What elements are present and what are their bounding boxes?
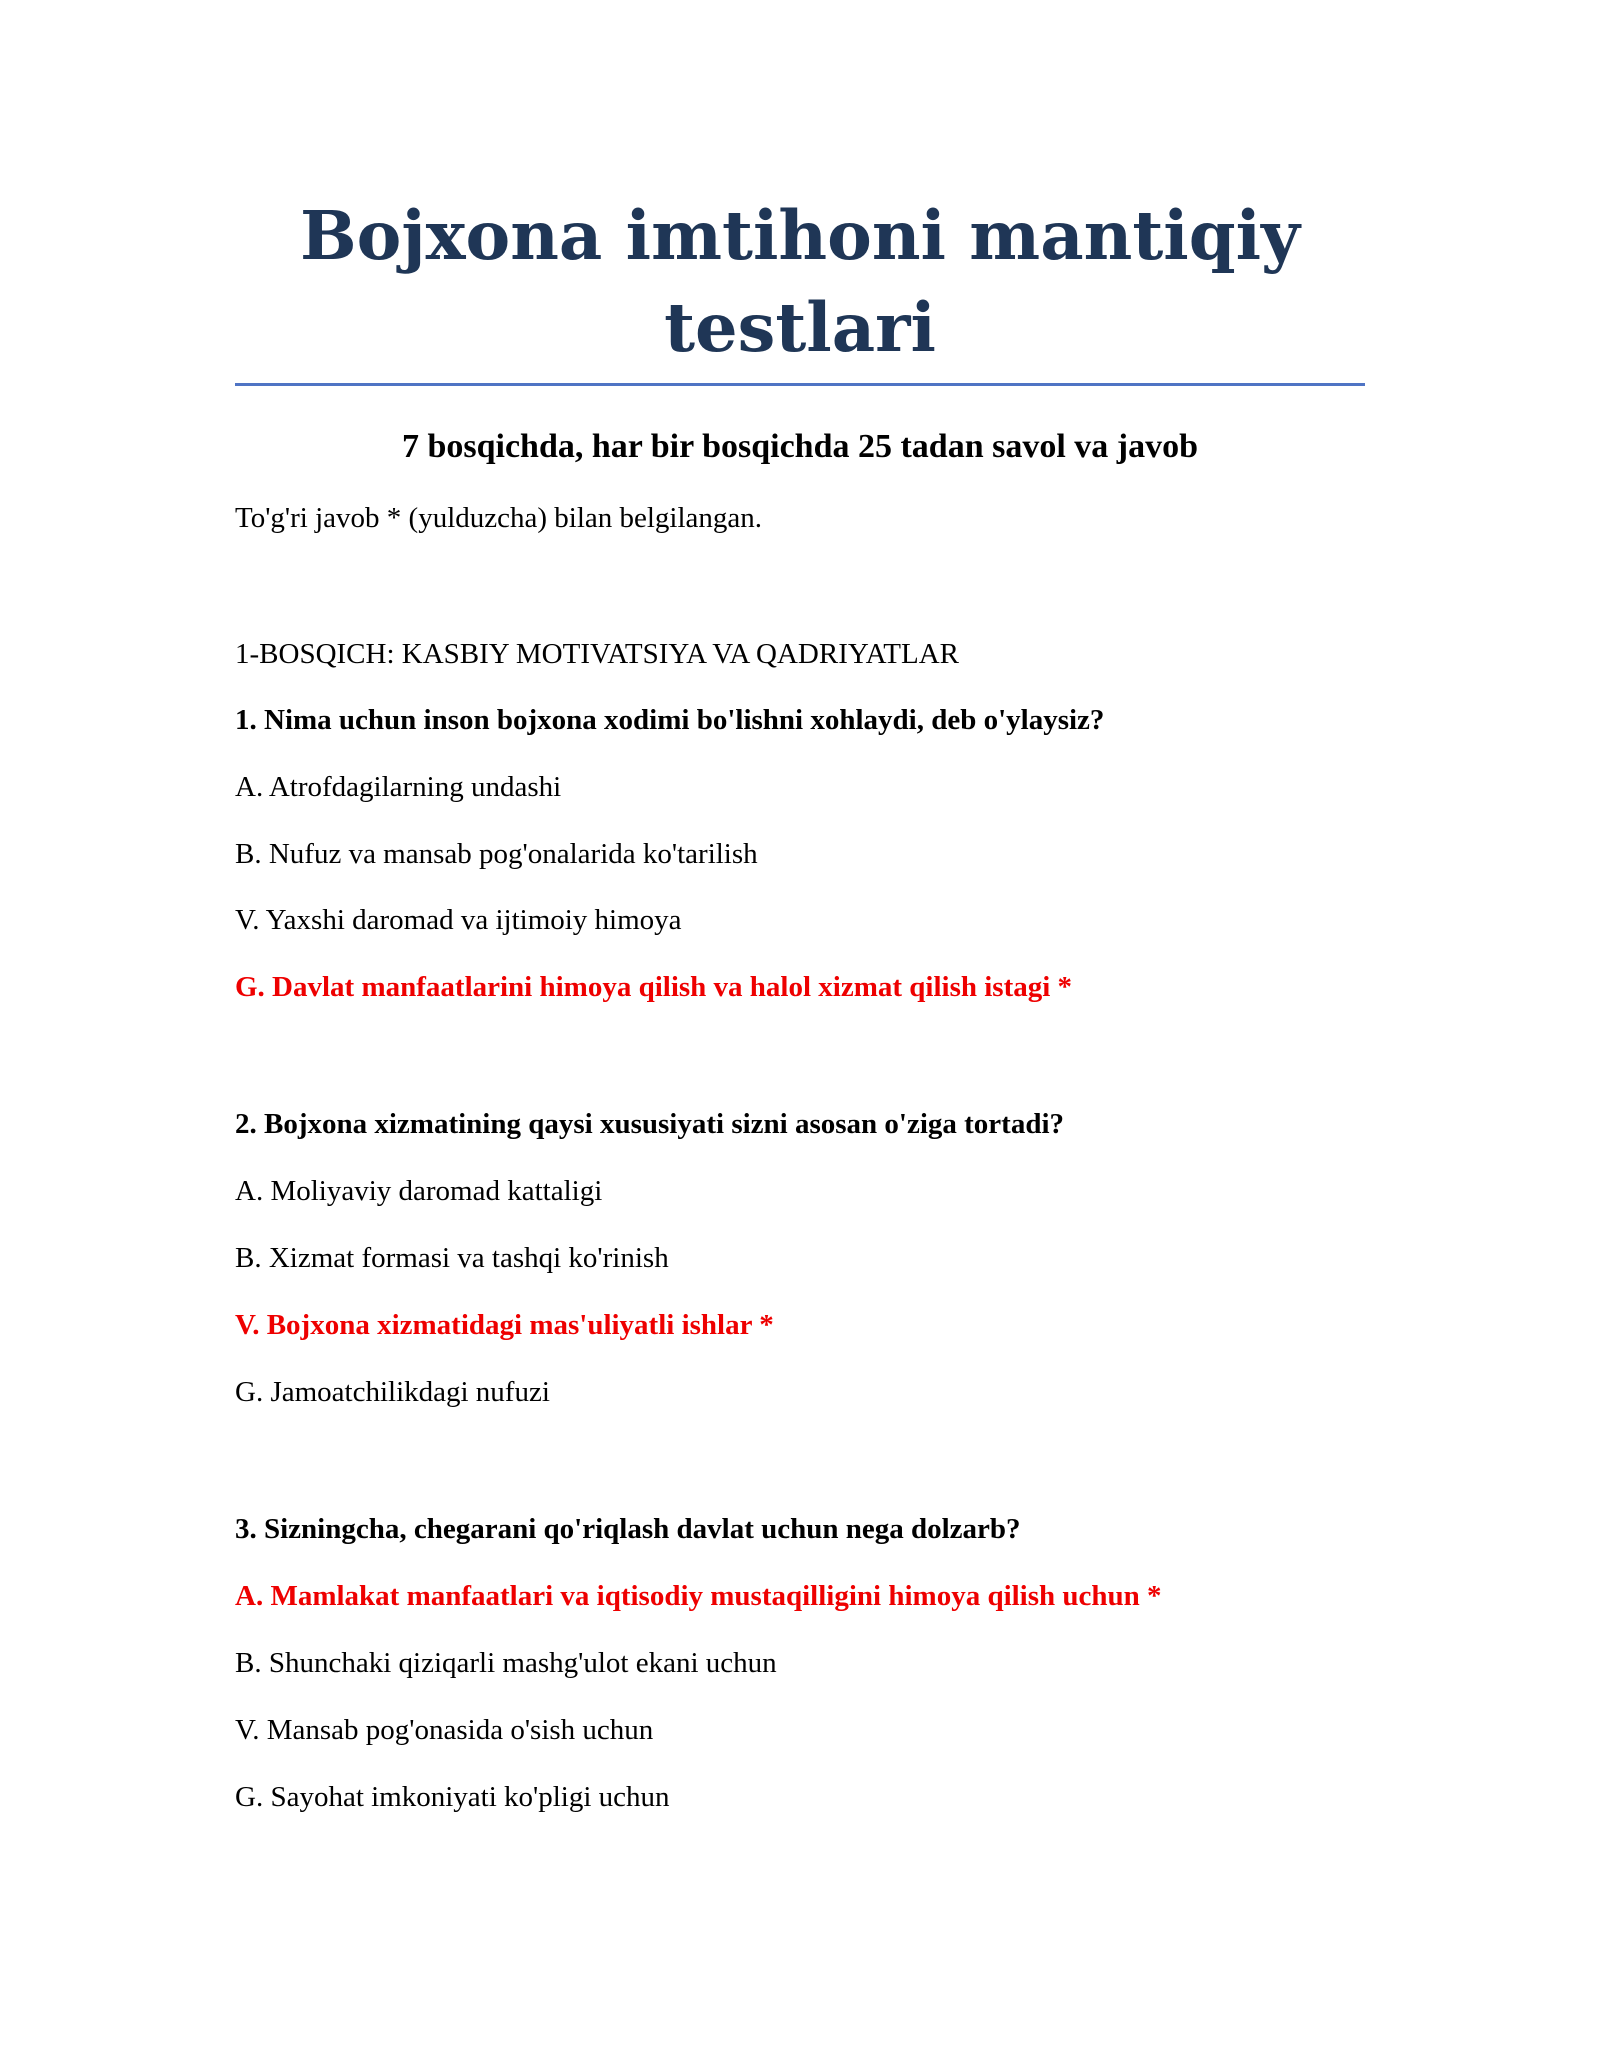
page-title-line-2: testlari [664, 288, 936, 367]
subtitle: 7 bosqichda, har bir bosqichda 25 tadan savol va javob [401, 428, 1199, 465]
question-1-option-b: B. Nufuz va mansab pog'onalarida ko'tarilish [235, 838, 758, 870]
question-3-option-g: G. Sayohat imkoniyati ko'pligi uchun [235, 1781, 670, 1813]
question-2-option-g: G. Jamoatchilikdagi nufuzi [235, 1376, 550, 1408]
question-1-option-g-correct: G. Davlat manfaatlarini himoya qilish va halol xizmat qilish istagi * [235, 971, 1073, 1003]
question-3-option-a-correct: A. Mamlakat manfaatlari va iqtisodiy mustaqilligini himoya qilish uchun * [235, 1580, 1162, 1612]
question-1: 1. Nima uchun inson bojxona xodimi bo'lishni xohlaydi, deb o'ylaysiz? [235, 704, 1105, 736]
question-2-option-a: A. Moliyaviy daromad kattaligi [235, 1175, 603, 1207]
question-3-option-v: V. Mansab pog'onasida o'sish uchun [235, 1714, 654, 1746]
question-2-option-v-correct: V. Bojxona xizmatidagi mas'uliyatli ishlar * [235, 1309, 774, 1341]
title-underline [235, 383, 1365, 386]
question-2: 2. Bojxona xizmatining qaysi xususiyati sizni asosan o'ziga tortadi? [235, 1108, 1065, 1140]
question-1-option-a: A. Atrofdagilarning undashi [235, 771, 562, 803]
question-2-option-b: B. Xizmat formasi va tashqi ko'rinish [235, 1242, 669, 1274]
page-title-line-1: Bojxona imtihoni mantiqiy [300, 196, 1300, 275]
page-title [235, 190, 1365, 374]
question-3-option-b: B. Shunchaki qiziqarli mashg'ulot ekani uchun [235, 1647, 777, 1679]
answer-key-note: To'g'ri javob * (yulduzcha) bilan belgilangan. [235, 502, 763, 534]
question-1-option-v: V. Yaxshi daromad va ijtimoiy himoya [235, 904, 682, 936]
section-heading: 1-BOSQICH: KASBIY MOTIVATSIYA VA QADRIYATLAR [235, 638, 960, 670]
question-3: 3. Sizningcha, chegarani qo'riqlash davlat uchun nega dolzarb? [235, 1513, 1021, 1545]
